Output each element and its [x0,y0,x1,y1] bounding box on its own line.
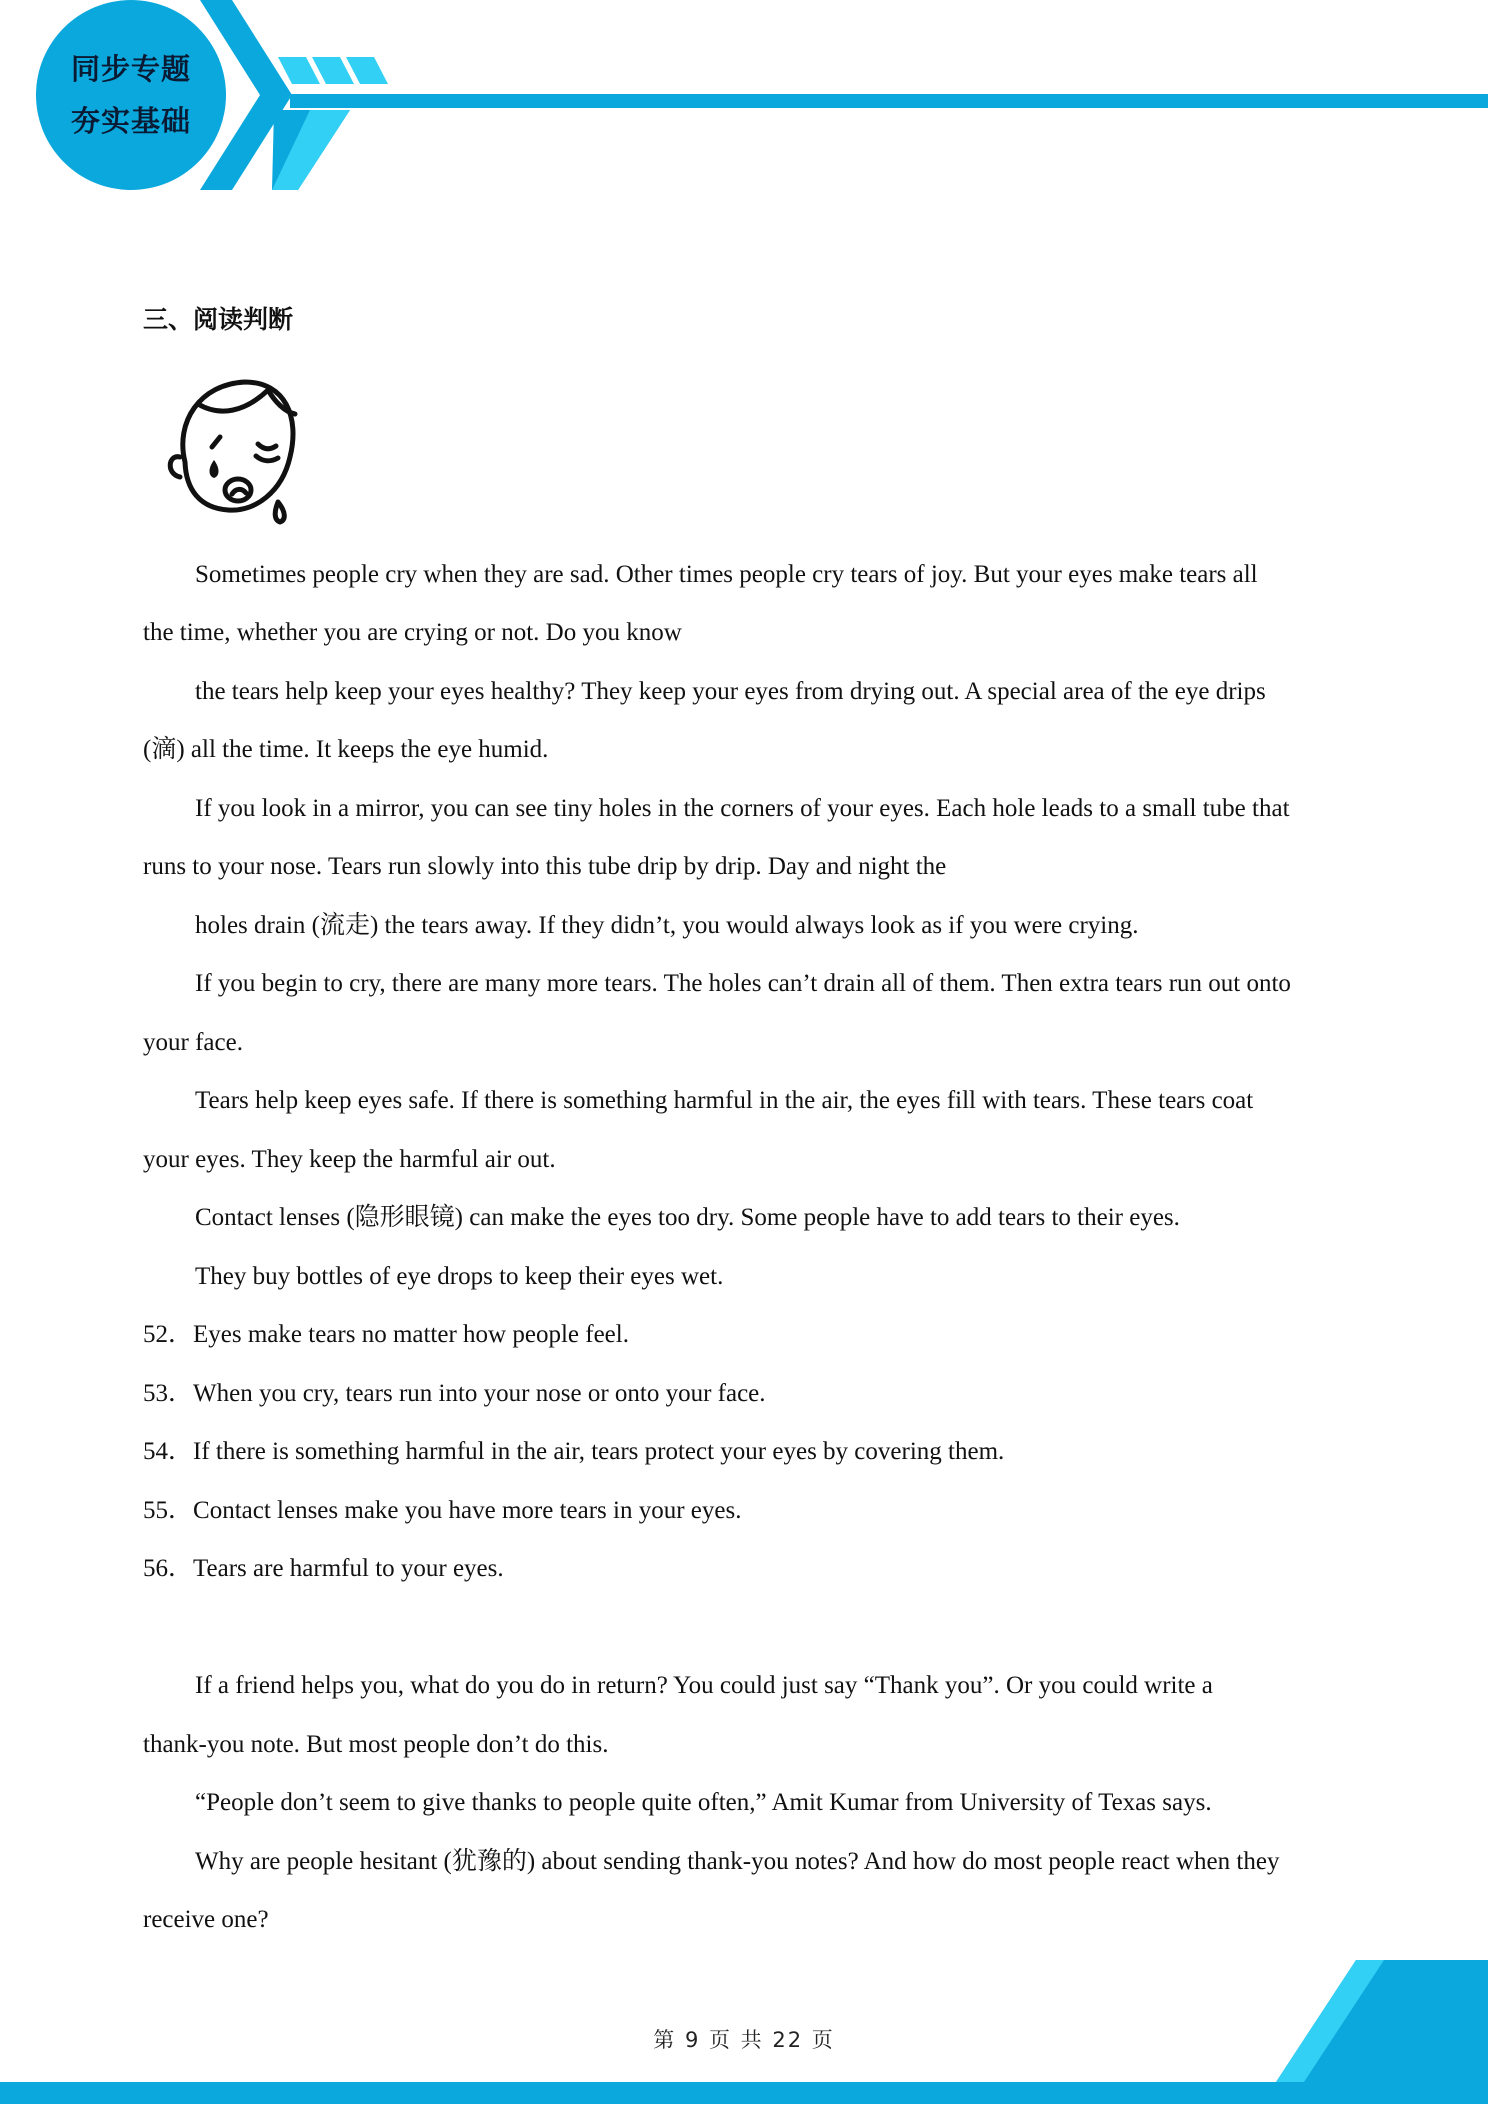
passage2-line: Why are people hesitant (犹豫的) about sending thank-you notes? And how do most people react when they [195,1848,1280,1875]
passage2-line: “People don’t seem to give thanks to people quite often,” Amit Kumar from University of Texas says. [195,1789,1212,1816]
passage2-line: If a friend helps you, what do you do in return? You could just say “Thank you”. Or you could write a [195,1672,1213,1699]
section-title: 三、阅读判断 [143,305,294,334]
badge-line-1: 同步专题 [70,52,191,86]
page-number: 第 9 页 共 22 页 [653,2028,835,2052]
question-number: 53． [143,1380,194,1407]
question-text: Contact lenses make you have more tears in your eyes. [193,1497,742,1524]
passage1-line: (滴) all the time. It keeps the eye humid. [143,736,549,763]
passage1-line: They buy bottles of eye drops to keep their eyes wet. [195,1263,724,1290]
passage1-line: your face. [143,1029,243,1056]
question-item [143,1320,629,1350]
passage1-line: the tears help keep your eyes healthy? They keep your eyes from drying out. A special area of the eye drips [195,678,1266,705]
question-item [143,1379,766,1409]
passage1-line: holes drain (流走) the tears away. If they didn’t, you would always look as if you were crying. [195,912,1139,939]
footer-bar [0,2082,1488,2104]
question-text: Tears are harmful to your eyes. [193,1555,504,1582]
passage1-line: Tears help keep eyes safe. If there is something harmful in the air, the eyes fill with tears. These tears coat [195,1087,1254,1114]
question-item [143,1496,741,1526]
passage1-line: Sometimes people cry when they are sad. Other times people cry tears of joy. But your eyes make tears all [195,561,1258,588]
header-badge [36,0,226,190]
passage2-line: thank-you note. But most people don’t do this. [143,1731,609,1758]
question-number: 56． [143,1555,194,1582]
question-item [143,1554,504,1584]
question-item [143,1437,1004,1467]
passage1-line: If you begin to cry, there are many more tears. The holes can’t drain all of them. Then extra tears run out onto [195,970,1291,997]
passage1-line: If you look in a mirror, you can see tiny holes in the corners of your eyes. Each hole leads to a small tube that [195,795,1290,822]
passage1-line: your eyes. They keep the harmful air out. [143,1146,556,1173]
question-number: 52． [143,1321,194,1348]
question-text: If there is something harmful in the air, tears protect your eyes by covering them. [193,1438,1005,1465]
passage1-line: runs to your nose. Tears run slowly into this tube drip by drip. Day and night the [143,853,947,880]
question-text: Eyes make tears no matter how people feel. [193,1321,629,1348]
question-number: 55． [143,1497,194,1524]
page-header [0,0,1488,200]
crying-face-icon [150,362,320,532]
question-text: When you cry, tears run into your nose or onto your face. [193,1380,766,1407]
question-number: 54． [143,1438,194,1465]
badge-line-2: 夯实基础 [70,104,191,138]
footer-corner-decoration [1260,1960,1488,2082]
passage1-line: the time, whether you are crying or not. Do you know [143,619,682,646]
passage2-line: receive one? [143,1906,269,1933]
passage1-line: Contact lenses (隐形眼镜) can make the eyes too dry. Some people have to add tears to their eyes. [195,1204,1180,1231]
